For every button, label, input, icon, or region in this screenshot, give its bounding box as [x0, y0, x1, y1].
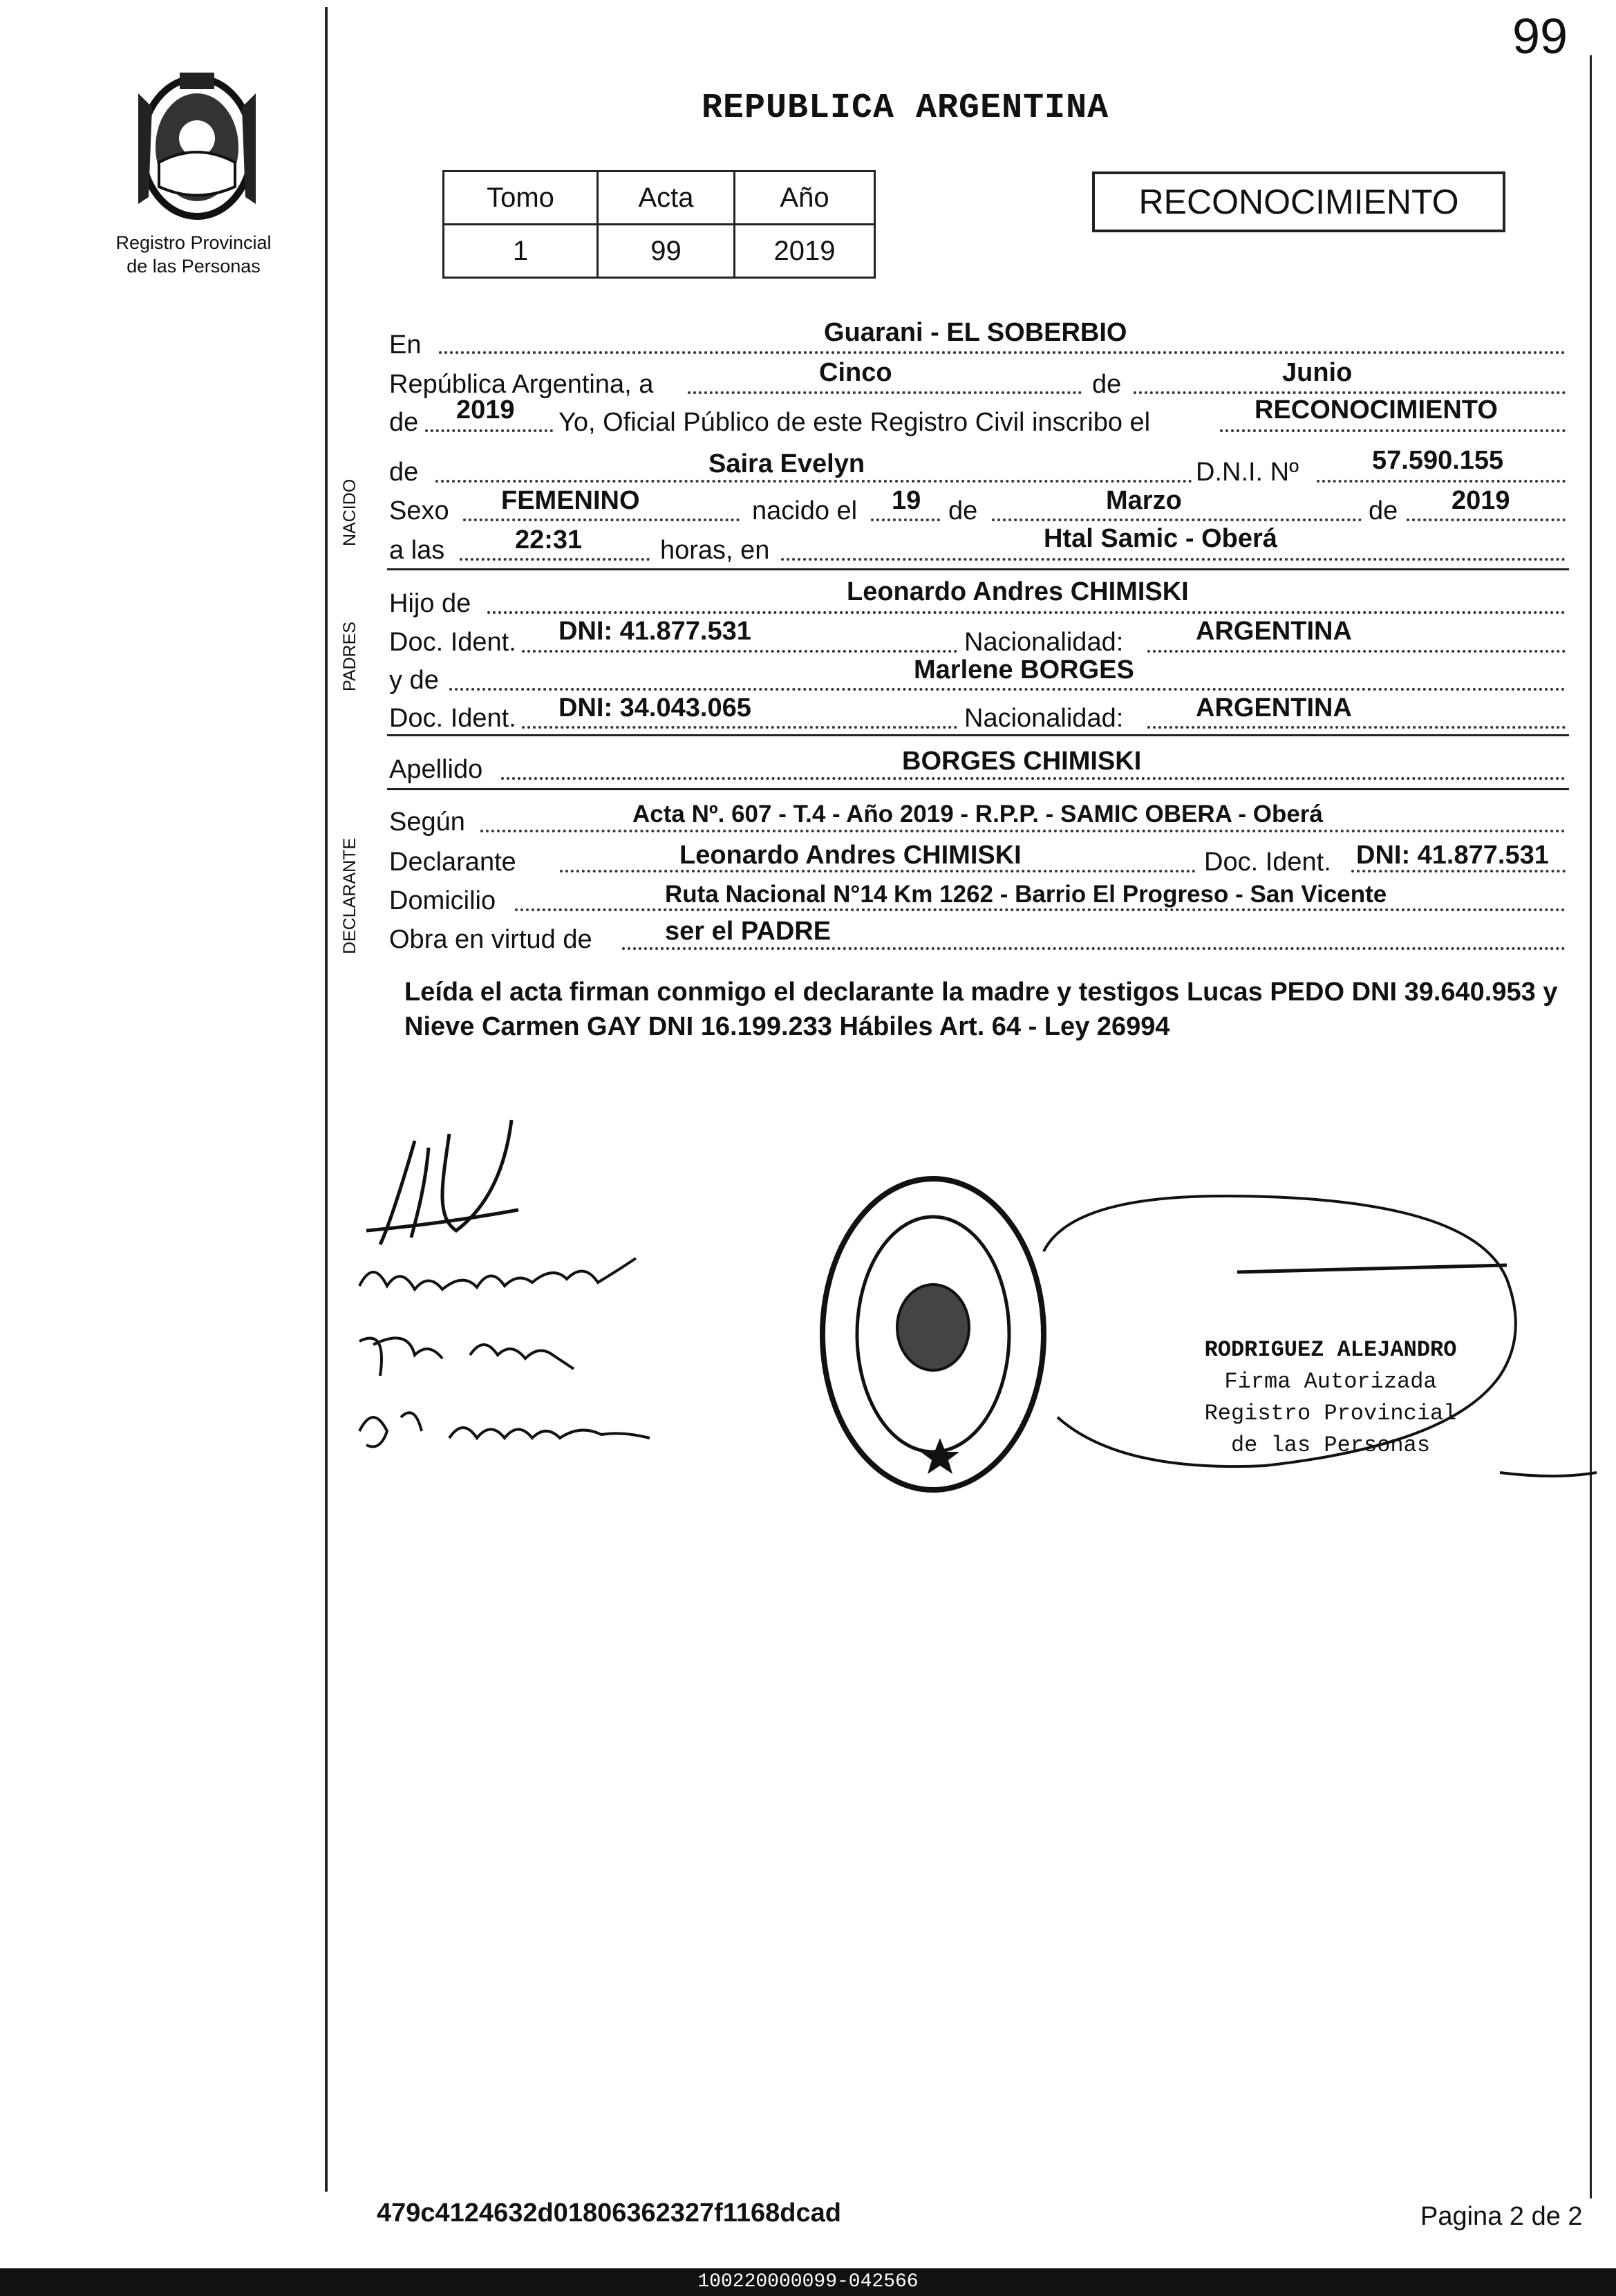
coat-of-arms-icon	[118, 66, 276, 225]
dotted-line	[1147, 726, 1566, 729]
de-label: de	[1092, 370, 1122, 399]
official-name: RODRIGUEZ ALEJANDRO	[1204, 1337, 1457, 1363]
dotted-line	[688, 391, 1082, 394]
dotted-line	[1407, 519, 1566, 521]
stamp-official-block	[1168, 1334, 1493, 1462]
official-title-1: Firma Autorizada	[1224, 1369, 1437, 1394]
official-title-3: de las Personas	[1230, 1432, 1431, 1458]
tomo-value: 1	[444, 225, 598, 278]
nacionalidad-label: Nacionalidad:	[964, 704, 1124, 733]
declarante-side-label: DECLARANTE	[340, 837, 359, 954]
dotted-line	[1317, 480, 1566, 483]
dotted-line	[1134, 391, 1566, 394]
a-las-label: a las	[389, 536, 445, 565]
province-logo	[118, 66, 276, 225]
document-type-box: RECONOCIMIENTO	[1092, 171, 1505, 232]
father-doc-value: DNI: 41.877.531	[558, 617, 751, 646]
place-value: Guarani - EL SOBERBIO	[824, 318, 1127, 347]
left-margin-line	[325, 7, 328, 2192]
dotted-line	[439, 351, 1566, 354]
dotted-line	[781, 558, 1566, 561]
doc-ident-label: Doc. Ident.	[1204, 848, 1331, 877]
page-indicator: Pagina 2 de 2	[1420, 2202, 1583, 2231]
country-title: REPUBLICA ARGENTINA	[702, 88, 1109, 128]
dni-label: D.N.I. Nº	[1196, 458, 1299, 487]
dotted-line	[449, 688, 1566, 691]
padres-side-label: PADRES	[340, 622, 359, 691]
obra-value: ser el PADRE	[665, 917, 832, 946]
dotted-line	[515, 908, 1566, 911]
declarante-doc-value: DNI: 41.877.531	[1356, 841, 1549, 870]
section-divider	[387, 734, 1569, 736]
birth-time-value: 22:31	[515, 525, 583, 554]
dotted-line	[487, 611, 1566, 614]
child-dni-value: 57.590.155	[1372, 446, 1504, 475]
page-number: 99	[1512, 9, 1568, 64]
registry-label	[104, 231, 283, 278]
horas-label: horas, en	[660, 536, 770, 565]
dotted-line	[460, 558, 650, 561]
tomo-header: Tomo	[444, 171, 598, 225]
en-label: En	[389, 330, 422, 360]
acta-value: 99	[598, 225, 735, 278]
year-value: 2019	[456, 395, 515, 424]
declarante-value: Leonardo Andres CHIMISKI	[679, 841, 1022, 870]
obra-label: Obra en virtud de	[389, 925, 592, 954]
declarante-label: Declarante	[389, 848, 516, 877]
dotted-line	[463, 519, 740, 521]
doc-ident-label: Doc. Ident.	[389, 704, 516, 733]
yo-label: Yo, Oficial Público de este Registro Civil inscribo el	[558, 408, 1151, 437]
dotted-line	[435, 480, 1192, 483]
segun-value: Acta Nº. 607 - T.4 - Año 2019 - R.P.P. - SAMIC OBERA - Oberá	[632, 801, 1323, 828]
acta-header: Acta	[598, 171, 735, 225]
birth-month-value: Marzo	[1106, 486, 1182, 515]
apellido-label: Apellido	[389, 755, 483, 784]
dotted-line	[501, 777, 1566, 780]
dotted-line	[622, 947, 1566, 950]
nacionalidad-label: Nacionalidad:	[964, 628, 1124, 657]
record-table	[442, 170, 876, 279]
day-value: Cinco	[819, 358, 892, 387]
mother-doc-value: DNI: 34.043.065	[558, 693, 751, 722]
dotted-line	[1220, 429, 1566, 432]
nacido-side-label: NACIDO	[340, 478, 359, 546]
anio-header: Año	[735, 171, 875, 225]
doc-ident-label: Doc. Ident.	[389, 628, 516, 657]
child-name-value: Saira Evelyn	[708, 449, 865, 478]
mother-name-value: Marlene BORGES	[914, 655, 1134, 684]
month-value: Junio	[1282, 358, 1353, 387]
anio-value: 2019	[735, 225, 875, 278]
legal-text: Leída el acta firman conmigo el declarante la madre y testigos Lucas PEDO DNI 39.640.953 y Nieve Carmen GAY DNI 16.199.233 Hábiles Art. 64 - Ley 26994	[404, 978, 1558, 1041]
y-de-label: y de	[389, 666, 439, 695]
father-name-value: Leonardo Andres CHIMISKI	[847, 577, 1189, 606]
registry-line-1: Registro Provincial	[115, 232, 272, 253]
dotted-line	[992, 519, 1362, 521]
section-divider	[387, 788, 1569, 790]
de-label: de	[1369, 496, 1398, 525]
official-title-2: Registro Provincial	[1204, 1401, 1457, 1426]
republica-label: República Argentina, a	[389, 370, 654, 399]
sexo-label: Sexo	[389, 496, 449, 525]
de-label: de	[389, 408, 419, 437]
domicilio-value: Ruta Nacional N°14 Km 1262 - Barrio El Progreso - San Vicente	[665, 881, 1387, 908]
apellido-value: BORGES CHIMISKI	[902, 747, 1142, 776]
hijo-label: Hijo de	[389, 589, 471, 618]
dotted-line	[425, 429, 553, 432]
barcode-number: 100220000099-042566	[697, 2271, 919, 2293]
segun-label: Según	[389, 808, 465, 837]
registry-line-2: de las Personas	[126, 256, 261, 277]
document-hash: 479c4124632d01806362327f1168dcad	[377, 2199, 841, 2228]
inscribo-value: RECONOCIMIENTO	[1255, 395, 1498, 424]
right-margin-line	[1590, 55, 1592, 2199]
dotted-line	[480, 830, 1566, 832]
nacido-label: nacido el	[752, 496, 858, 525]
de-label: de	[948, 496, 978, 525]
mother-nationality-value: ARGENTINA	[1196, 693, 1352, 722]
dotted-line	[1147, 650, 1566, 653]
father-nationality-value: ARGENTINA	[1196, 617, 1352, 646]
sexo-value: FEMENINO	[501, 486, 640, 515]
birth-place-value: Htal Samic - Oberá	[1044, 524, 1277, 553]
birth-day-value: 19	[892, 486, 921, 515]
domicilio-label: Domicilio	[389, 886, 496, 915]
handwritten-signatures	[346, 1106, 705, 1480]
dotted-line	[871, 519, 940, 521]
dotted-line	[522, 726, 957, 729]
section-divider	[387, 568, 1569, 570]
birth-year-value: 2019	[1451, 486, 1510, 515]
dotted-line	[522, 650, 957, 653]
de-label: de	[389, 458, 419, 487]
